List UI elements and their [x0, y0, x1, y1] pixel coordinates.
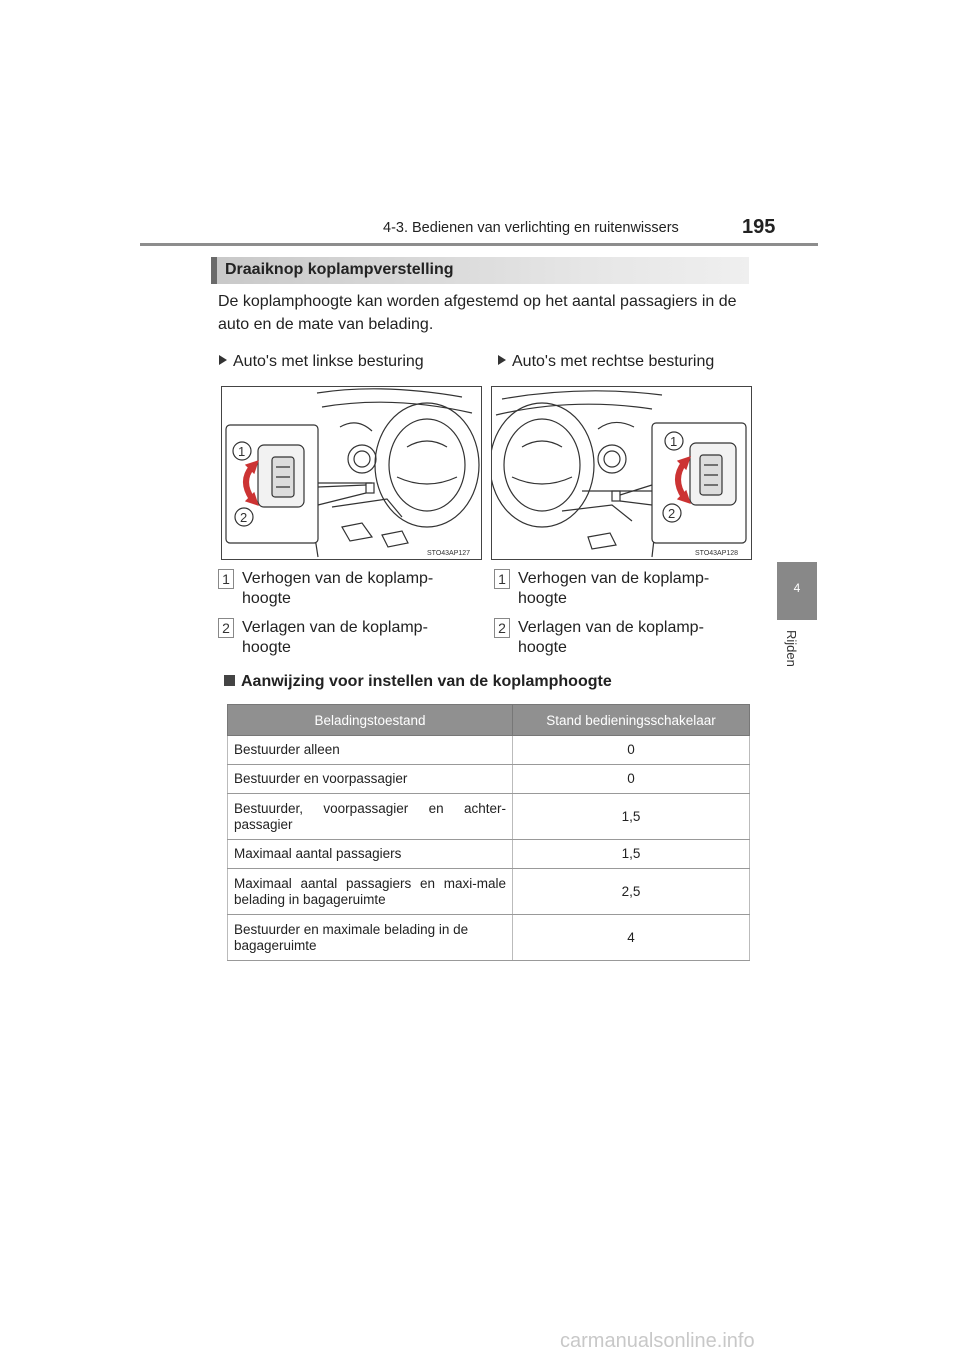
table-cell-condition: Bestuurder en maximale belading in de bagageruimte — [228, 915, 513, 961]
image-code: STO43AP127 — [427, 550, 471, 557]
headlight-level-table — [227, 704, 750, 961]
chapter-label-container — [783, 630, 803, 680]
square-bullet-icon — [224, 675, 235, 686]
chapter-number: 4 — [793, 581, 801, 595]
caption-text: Auto's met linkse besturing — [233, 353, 424, 370]
table-cell-condition: Maximaal aantal passagiers — [228, 840, 513, 869]
triangle-bullet-icon — [219, 355, 227, 365]
legend-number: 2 — [218, 618, 234, 638]
image-code: STO43AP128 — [695, 550, 739, 557]
legend-item — [218, 618, 458, 660]
figure-caption-left — [219, 353, 424, 371]
heading-accent — [211, 257, 217, 284]
legend-text: Verlagen van de koplamp- hoogte — [518, 619, 704, 656]
figure-left-illustration — [221, 386, 482, 560]
table-cell-position: 1,5 — [513, 840, 750, 869]
callout-1: 1 — [238, 444, 246, 459]
header-rule — [140, 243, 818, 246]
legend-number: 1 — [494, 569, 510, 589]
table-cell-position: 1,5 — [513, 794, 750, 840]
table-cell-condition: Bestuurder en voorpassagier — [228, 765, 513, 794]
callout-2: 2 — [240, 510, 248, 525]
section-heading: Draaiknop koplampverstelling — [225, 261, 454, 278]
table-row — [228, 765, 750, 794]
intro-paragraph: De koplamphoogte kan worden afgestemd op het aantal passagiers in de auto en de mate van belading. — [218, 293, 737, 333]
section-header: 4-3. Bedienen van verlichting en ruitenwissers — [383, 220, 679, 236]
chapter-label: Rijden — [784, 630, 799, 667]
sub-heading — [224, 673, 612, 691]
callout-2: 2 — [668, 506, 676, 521]
table-cell-position: 0 — [513, 765, 750, 794]
chapter-tab[interactable] — [777, 562, 817, 620]
table-row — [228, 840, 750, 869]
watermark: carmanualsonline.info — [560, 1330, 755, 1352]
table-cell-condition: Bestuurder, voorpassagier en achter-passagier — [228, 794, 513, 840]
table-header-cell: Beladingstoestand — [228, 705, 513, 736]
page-number: 195 — [742, 216, 776, 238]
legend-item — [494, 569, 734, 611]
legend-number: 1 — [218, 569, 234, 589]
callout-1: 1 — [670, 434, 678, 449]
legend-text: Verlagen van de koplamp- hoogte — [242, 619, 428, 656]
triangle-bullet-icon — [498, 355, 506, 365]
legend-text: Verhogen van de koplamp- hoogte — [518, 570, 710, 607]
table-header-cell: Stand bedieningsschakelaar — [513, 705, 750, 736]
figure-right-illustration — [491, 386, 752, 560]
section-heading-bar — [211, 257, 749, 284]
table-header-row — [228, 705, 750, 736]
legend-item — [494, 618, 734, 660]
legend-item — [218, 569, 458, 611]
legend-text: Verhogen van de koplamp- hoogte — [242, 570, 434, 607]
table-row — [228, 794, 750, 840]
figure-caption-right — [498, 353, 714, 371]
table-cell-position: 0 — [513, 736, 750, 765]
sub-heading-text: Aanwijzing voor instellen van de koplamphoogte — [241, 673, 612, 690]
caption-text: Auto's met rechtse besturing — [512, 353, 715, 370]
table-cell-condition: Maximaal aantal passagiers en maxi-male belading in bagageruimte — [228, 869, 513, 915]
legend-number: 2 — [494, 618, 510, 638]
table-cell-position: 2,5 — [513, 869, 750, 915]
table-row — [228, 915, 750, 961]
table-cell-condition: Bestuurder alleen — [228, 736, 513, 765]
table-cell-position: 4 — [513, 915, 750, 961]
table-row — [228, 869, 750, 915]
table-row — [228, 736, 750, 765]
